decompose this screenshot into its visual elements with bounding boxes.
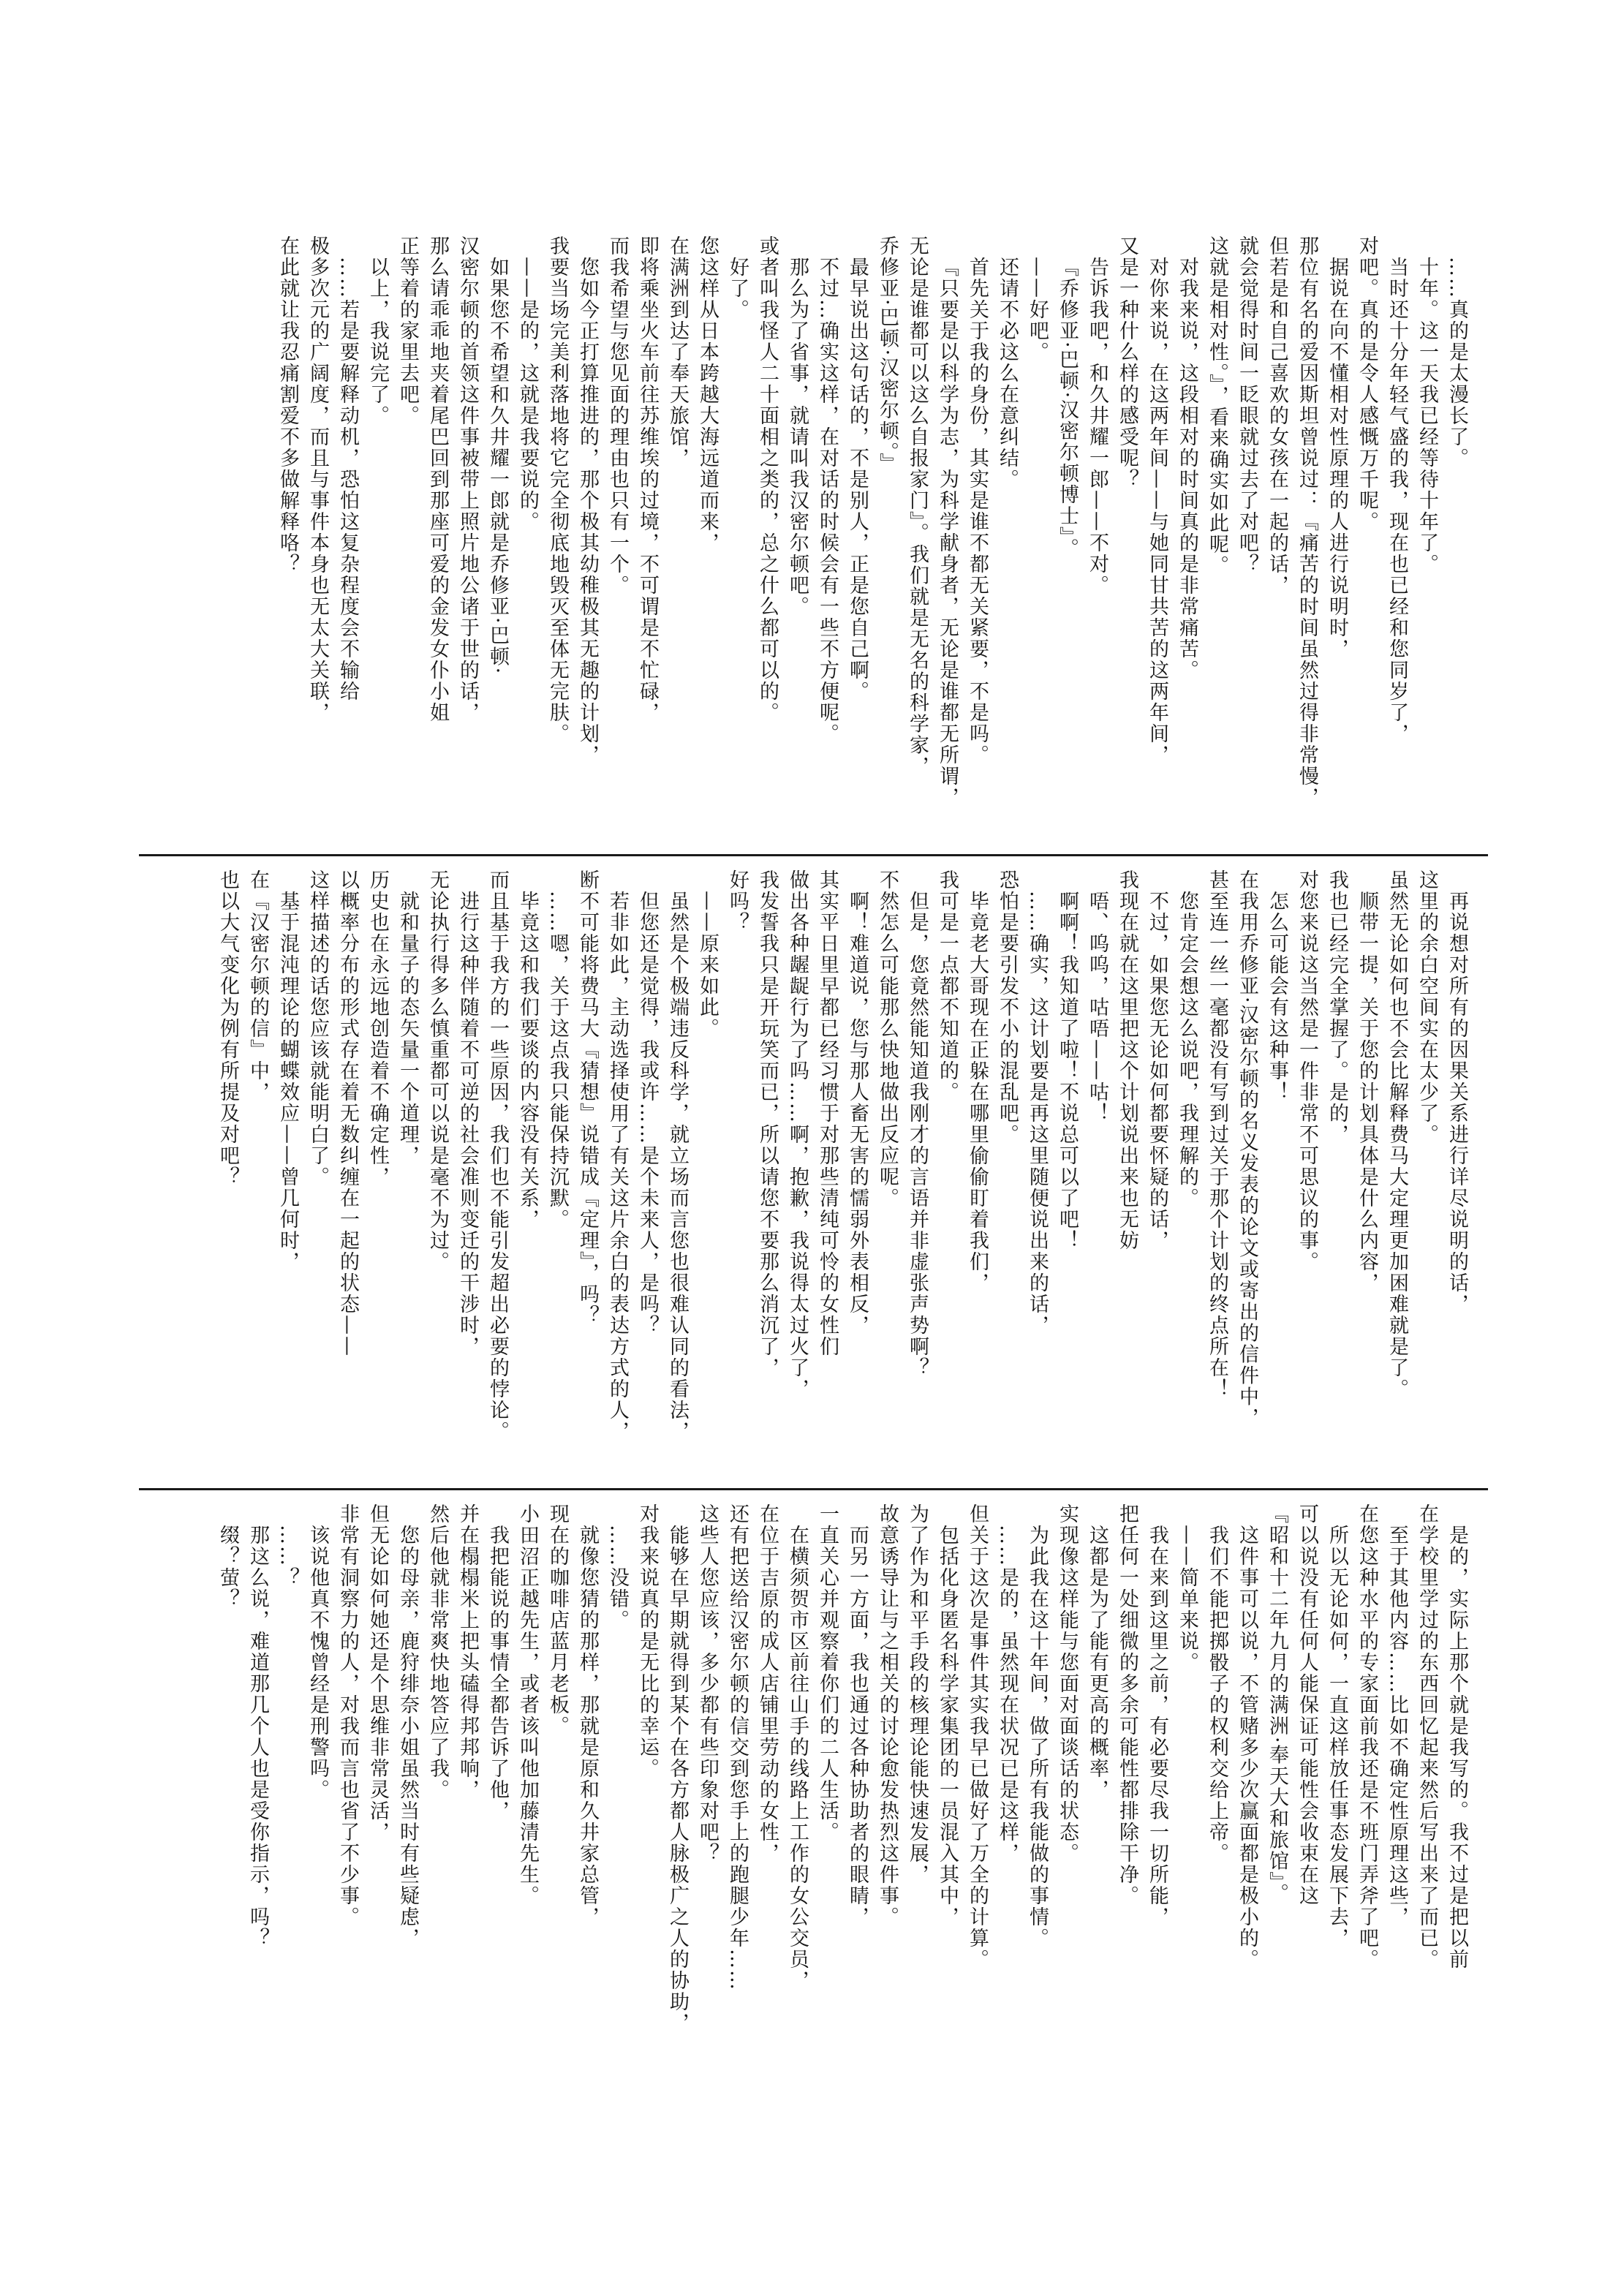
text-column: 基于混沌理论的蝴蝶效应——曾几何时， (276, 891, 299, 1272)
text-column: 缀？萤？ (216, 1525, 239, 1609)
text-column: 甚至连一丝一毫都没有写到过关于那个计划的终点所在！ (1206, 869, 1228, 1400)
text-column: 毕竟这和我们要谈的内容没有关系， (516, 891, 539, 1230)
text-column: ……没错。 (606, 1525, 629, 1631)
text-column: ——是的，这就是我要说的。 (516, 257, 539, 532)
text-column: 进行这种伴随着不可逆的社会准则变迁的干涉时， (456, 891, 479, 1357)
text-column: 做出各种龌龊行为了吗……啊，抱歉，我说得太过火了， (786, 869, 809, 1400)
text-column: 对你来说，在这两年间——与她同甘共苦的这两年间， (1146, 257, 1168, 766)
text-column: 如果您不希望和久井耀一郎就是乔修亚·巴顿· (486, 257, 509, 676)
text-column: 再说想对所有的因果关系进行详尽说明的话， (1446, 891, 1468, 1315)
page-content (139, 235, 1488, 2112)
text-column: 在此就让我忍痛割爱不多做解释咯？ (276, 235, 299, 575)
text-column: 告诉我吧，和久井耀一郎——不对。 (1086, 257, 1109, 596)
text-column: 那么为了省事，就请叫我汉密尔顿吧。 (786, 257, 809, 617)
text-column: 对我来说，这段相对的时间真的是非常痛苦。 (1176, 257, 1198, 681)
text-column: ——原来如此。 (696, 891, 719, 1039)
text-column: 这些人您应该，多少都有些印象对吧？ (696, 1503, 719, 1864)
text-column: 在横须贺市区前往山手的线路上工作的女公交员， (786, 1525, 809, 1991)
text-column: 您的母亲，鹿狩绯奈小姐虽然当时有些疑虑， (396, 1525, 419, 1949)
text-column: 而另一方面，我也通过各种协助者的眼睛， (846, 1525, 869, 1928)
text-column: ……？ (276, 1525, 299, 1588)
text-column: 乔修亚·巴顿·汉密尔顿。』 (876, 235, 899, 475)
text-column: 『昭和十二年九月的满洲·奉天大和旅馆』。 (1266, 1503, 1288, 1905)
text-column: 这样描述的话您应该就能明白了。 (306, 869, 329, 1188)
text-column: 我现在就在这里把这个计划说出来也无妨 (1116, 869, 1138, 1251)
text-column: 当时还十分年轻气盛的我，现在也已经和您同岁了， (1386, 257, 1408, 744)
text-column: 您肯定会想这么说吧，我理解的。 (1176, 891, 1198, 1209)
text-column: 那位有名的爱因斯坦曾说过：『痛苦的时间虽然过得非常慢， (1296, 235, 1318, 808)
text-column: 实现像这样能与您面对面谈话的状态。 (1056, 1503, 1079, 1864)
section-divider-2 (139, 1488, 1488, 1490)
text-column: 最早说出这句话的，不是别人，正是您自己啊。 (846, 257, 869, 702)
text-column: 您如今正打算推进的，那个极其幼稚极其无趣的计划， (576, 257, 599, 766)
text-column: 不过…确实这样，在对话的时候会有一些不方便呢。 (816, 257, 839, 744)
text-column: 但关于这次是事件其实我早已做好了万全的计算。 (966, 1503, 989, 1970)
text-column: 在『汉密尔顿的信』中， (246, 869, 269, 1103)
text-column: 以概率分布的形式存在着无数纠缠在一起的状态—— (336, 869, 359, 1357)
text-column: 我把能说的事情全都告诉了他， (486, 1525, 509, 1822)
text-column: 历史也在永远地创造着不确定性， (366, 869, 389, 1188)
text-column: 但无论如何她还是个思维非常灵活， (366, 1503, 389, 1843)
text-column: 不然怎么可能那么快地做出反应呢。 (876, 869, 899, 1209)
text-column: 但您还是觉得，我或许……是个未来人，是吗？ (636, 891, 659, 1336)
text-column: 不过，如果您无论如何都要怀疑的话， (1146, 891, 1168, 1251)
text-column: 虽然是个极端违反科学，就立场而言您也很难认同的看法， (666, 891, 689, 1442)
text-column: 非常有洞察力的人，对我而言也省了不少事。 (336, 1503, 359, 1928)
text-column: ……确实，这计划要是再这里随便说出来的话， (1026, 891, 1049, 1336)
text-column: ……真的是太漫长了。 (1446, 257, 1468, 469)
text-column: ……是的，虽然现在状况已是这样， (996, 1525, 1019, 1864)
text-column: 『只要是以科学为志，为科学献身者，无论是谁都无所谓， (936, 257, 959, 808)
text-column: 我在来到这里之前，有必要尽我一切所能， (1146, 1525, 1168, 1928)
text-column: 我要当场完美利落地将它完全彻底地毁灭至体无完肤。 (546, 235, 569, 744)
text-column: 对吧。真的是令人感慨万千呢。 (1356, 235, 1378, 532)
text-column: 并在榻榻米上把头磕得邦邦响， (456, 1503, 479, 1800)
text-column: 即将乘坐火车前往苏维埃的过境，不可谓是不忙碌， (636, 235, 659, 723)
text-column: 还请不必这么在意纠结。 (996, 257, 1019, 490)
text-section-bottom (139, 1503, 1488, 2112)
text-section-middle (139, 869, 1488, 1478)
text-column: 至于其他内容……比如不确定性原理这些， (1386, 1525, 1408, 1928)
text-column: 就像您猜的那样，那就是原和久井家总管， (576, 1525, 599, 1928)
section-divider-1 (139, 854, 1488, 856)
text-column: 在满洲到达了奉天旅馆， (666, 235, 689, 469)
text-column: 其实平日里早都已经习惯于对那些清纯可怜的女性们 (816, 869, 839, 1357)
text-column: 故意诱导让与之相关的讨论愈发热烈这件事。 (876, 1503, 899, 1928)
text-column: 这里的余白空间实在太少了。 (1416, 869, 1438, 1145)
text-column: 啊啊！我知道了啦！不说总可以了吧！ (1056, 891, 1079, 1251)
text-column: 以上，我说完了。 (366, 257, 389, 426)
text-column: 好了。 (726, 257, 749, 320)
text-column: 我发誓我只是开玩笑而已，所以请您不要那么消沉了， (756, 869, 779, 1378)
text-column: 对我来说真的是无比的幸运。 (636, 1503, 659, 1779)
text-column: 又是一种什么样的感受呢？ (1116, 235, 1138, 490)
text-column: 虽然无论如何也不会比解释费马大定理更加困难就是了。 (1386, 869, 1408, 1400)
text-column: 在学校里学过的东西回忆起来然后写出来了而已。 (1416, 1503, 1438, 1970)
text-column: 现在的咖啡店蓝月老板。 (546, 1503, 569, 1737)
text-column: 断不可能将费马大『猜想』说错成『定理』，吗？ (576, 869, 599, 1326)
text-column: 无论执行得多么慎重都可以说是毫不为过。 (426, 869, 449, 1272)
text-column: 这都是为了能有更高的概率， (1086, 1525, 1109, 1800)
text-column: ……嗯，关于这点我只能保持沉默。 (546, 891, 569, 1230)
text-column: 首先关于我的身份，其实是谁不都无关紧要，不是吗。 (966, 257, 989, 766)
text-column: 是的，实际上那个就是我写的。我不过是把以前 (1446, 1525, 1468, 1970)
text-column: 您这样从日本跨越大海远道而来， (696, 235, 719, 554)
text-column: 无论是谁都可以这么自报家门』。我们就是无名的科学家， (906, 235, 929, 777)
text-column: 一直关心并观察着你们的二人生活。 (816, 1503, 839, 1843)
text-column: 对您来说这当然是一件非常不可思议的事。 (1296, 869, 1318, 1272)
text-column: 恐怕是要引发不小的混乱吧。 (996, 869, 1019, 1145)
text-column: 毕竟老大哥现在正躲在哪里偷偷盯着我们， (966, 891, 989, 1294)
text-column: 我可是一点都不知道的。 (936, 869, 959, 1103)
text-column: 但是，您竟然能知道我刚才的言语并非虚张声势啊？ (906, 891, 929, 1378)
text-column: 在我用乔修亚·汉密尔顿的名义发表的论文或寄出的信件中， (1236, 869, 1258, 1429)
text-column: 所以无论如何，一直这样放任事态发展下去， (1326, 1525, 1348, 1949)
text-column: 但若是和自己喜欢的女孩在一起的话， (1266, 235, 1288, 596)
text-column: 还有把送给汉密尔顿的信交到您手上的跑腿少年…… (726, 1503, 749, 1991)
text-column: 好吗？ (726, 869, 749, 933)
text-column: 然后他就非常爽快地答应了我。 (426, 1503, 449, 1800)
text-column: 或者叫我怪人二十面相之类的，总之什么都可以的。 (756, 235, 779, 723)
text-column: 把任何一处细微的多余可能性都排除干净。 (1116, 1503, 1138, 1906)
text-column: 包括化身匿名科学家集团的一员混入其中， (936, 1525, 959, 1928)
text-column: 这件事可以说，不管赌多少次赢面都是极小的。 (1236, 1525, 1258, 1970)
text-column: 怎么可能会有这种事！ (1266, 891, 1288, 1103)
text-column: 而且基于我方的一些原因，我们也不能引发超出必要的悖论。 (486, 869, 509, 1442)
text-column: ……若是要解释动机，恐怕这复杂程度会不输给 (336, 257, 359, 702)
text-column: 也以大气变化为例有所提及对吧？ (216, 869, 239, 1188)
text-column: 就和量子的态矢量一个道理， (396, 891, 419, 1166)
text-section-top (139, 235, 1488, 844)
text-column: 汉密尔顿的首领这件事被带上照片地公诸于世的话， (456, 235, 479, 723)
text-column: 顺带一提，关于您的计划具体是什么内容， (1356, 891, 1378, 1294)
text-column: 正等着的家里去吧。 (396, 235, 419, 426)
text-column: 能够在早期就得到某个在各方都人脉极广之人的协助， (666, 1525, 689, 2034)
text-column: 在位于吉原的成人店铺里劳动的女性， (756, 1503, 779, 1864)
text-column: 在您这种水平的专家面前我还是不班门弄斧了吧。 (1356, 1503, 1378, 1970)
text-column: 据说在向不懂相对性原理的人进行说明时， (1326, 257, 1348, 660)
text-column: 该说他真不愧曾经是刑警吗。 (306, 1525, 329, 1800)
text-column: 十年。这一天我已经等待十年了。 (1416, 257, 1438, 575)
text-column: 我也已经完全掌握了。是的， (1326, 869, 1348, 1145)
text-column: 就会觉得时间一眨眼就过去了对吧？ (1236, 235, 1258, 575)
text-column: 为了作为和平手段的核理论能快速发展， (906, 1503, 929, 1885)
text-column: ——简单来说。 (1176, 1525, 1198, 1673)
text-column: 若非如此，主动选择使用了有关这片余白的表达方式的人， (606, 891, 629, 1442)
text-column: 唔、呜呜，咕唔——咕！ (1086, 891, 1109, 1124)
text-column: 那么请乖乖地夹着尾巴回到那座可爱的金发女仆小姐 (426, 235, 449, 723)
text-column: 这就是相对性。』，看来确实如此呢。 (1206, 235, 1228, 576)
text-column: 为此我在这十年间，做了所有我能做的事情。 (1026, 1525, 1049, 1949)
text-column: 小田沼正越先生，或者该叫他加藤清先生。 (516, 1503, 539, 1906)
text-column: 『乔修亚·巴顿·汉密尔顿博士』。 (1056, 257, 1079, 559)
text-column: 啊！难道说，您与那人畜无害的懦弱外表相反， (846, 891, 869, 1336)
text-column: 可以说没有任何人能保证可能性会收束在这 (1296, 1503, 1318, 1906)
text-column: 极多次元的广阔度，而且与事件本身也无太大关联， (306, 235, 329, 723)
text-column: ——好吧。 (1026, 257, 1049, 363)
text-column: 而我希望与您见面的理由也只有一个。 (606, 235, 629, 596)
text-column: 我们不能把掷骰子的权利交给上帝。 (1206, 1525, 1228, 1864)
text-column: 那这么说，难道那几个人也是受你指示，吗？ (246, 1525, 269, 1949)
